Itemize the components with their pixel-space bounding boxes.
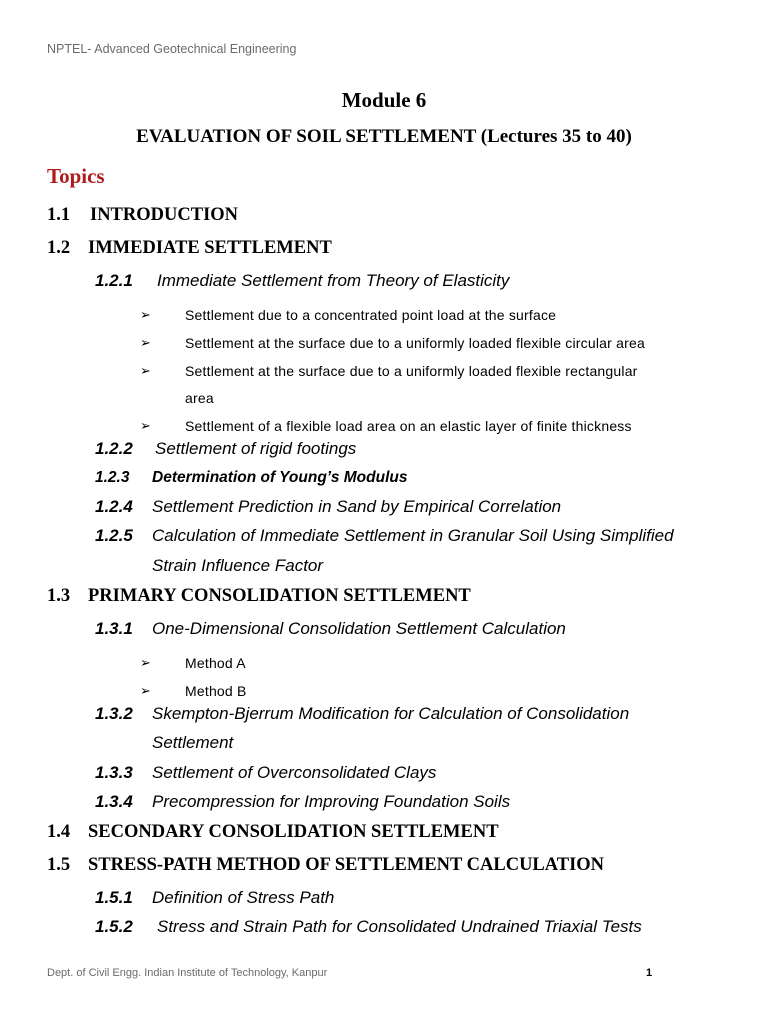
section-1-5	[47, 855, 604, 876]
subsection-title: Calculation of Immediate Settlement in Granular Soil Using Simplified	[152, 526, 674, 545]
section-title: STRESS-PATH METHOD OF SETTLEMENT CALCULATION	[88, 855, 605, 875]
subsection-title: One-Dimensional Consolidation Settlement Calculation	[152, 619, 566, 638]
subsection-number: 1.3.2	[95, 704, 133, 723]
bullet-text: Settlement of a flexible load area on an elastic layer of finite thickness	[185, 418, 632, 434]
bullet-text: Settlement due to a concentrated point load at the surface	[185, 307, 557, 323]
section-title: PRIMARY CONSOLIDATION SETTLEMENT	[88, 586, 471, 606]
section-title: INTRODUCTION	[90, 205, 239, 225]
arrow-bullet-icon: ➢	[140, 307, 152, 322]
arrow-bullet-icon: ➢	[140, 418, 152, 433]
section-1-2	[47, 238, 332, 259]
subsection-number: 1.5.2	[95, 917, 133, 936]
module-subtitle: EVALUATION OF SOIL SETTLEMENT (Lectures 35 to 40)	[136, 126, 632, 147]
section-number: 1.4	[47, 822, 71, 842]
subsection-title: Stress and Strain Path for Consolidated Undrained Triaxial Tests	[157, 917, 642, 936]
subsection-number: 1.2.1	[95, 271, 133, 290]
section-number: 1.3	[47, 586, 71, 606]
bullet-text: Method B	[185, 683, 247, 699]
section-title: IMMEDIATE SETTLEMENT	[88, 238, 332, 258]
page-number: 1	[646, 967, 653, 979]
bullet-text: area	[185, 390, 214, 406]
arrow-bullet-icon: ➢	[140, 335, 152, 350]
bullet-text: Method A	[185, 655, 246, 671]
section-number: 1.1	[47, 205, 71, 225]
subsection-title: Settlement	[152, 733, 234, 752]
topics-heading: Topics	[47, 164, 105, 188]
module-title: Module 6	[341, 88, 427, 112]
running-header: NPTEL- Advanced Geotechnical Engineering	[47, 42, 297, 56]
arrow-bullet-icon: ➢	[140, 363, 152, 378]
subsection-title: Settlement of Overconsolidated Clays	[152, 763, 437, 782]
subsection-number: 1.5.1	[95, 888, 133, 907]
subsection-title: Precompression for Improving Foundation Soils	[152, 792, 511, 811]
subsection-number: 1.3.3	[95, 763, 133, 782]
footer-department: Dept. of Civil Engg. Indian Institute of Technology, Kanpur	[47, 967, 328, 979]
section-title: SECONDARY CONSOLIDATION SETTLEMENT	[88, 822, 499, 842]
subsection-number: 1.2.3	[95, 469, 130, 486]
section-number: 1.2	[47, 238, 71, 258]
bullet-text: Settlement at the surface due to a uniformly loaded flexible rectangular	[185, 363, 638, 379]
section-1-1	[47, 205, 238, 226]
subsection-number: 1.2.5	[95, 526, 133, 545]
section-1-4	[47, 822, 499, 843]
subsection-title: Determination of Young’s Modulus	[152, 469, 408, 486]
subsection-title: Strain Influence Factor	[152, 556, 324, 575]
subsection-number: 1.2.2	[95, 439, 133, 458]
subsection-title: Settlement Prediction in Sand by Empirical Correlation	[152, 497, 562, 516]
arrow-bullet-icon: ➢	[140, 655, 152, 670]
subsection-title: Definition of Stress Path	[152, 888, 335, 907]
arrow-bullet-icon: ➢	[140, 683, 152, 698]
bullet-text: Settlement at the surface due to a uniformly loaded flexible circular area	[185, 335, 645, 351]
subsection-title: Settlement of rigid footings	[155, 439, 357, 458]
subsection-number: 1.2.4	[95, 497, 133, 516]
section-1-3	[47, 586, 471, 607]
subsection-number: 1.3.4	[95, 792, 133, 811]
subsection-number: 1.3.1	[95, 619, 133, 638]
subsection-title: Immediate Settlement from Theory of Elasticity	[157, 271, 510, 290]
subsection-title: Skempton-Bjerrum Modification for Calculation of Consolidation	[152, 704, 630, 723]
section-number: 1.5	[47, 855, 71, 875]
